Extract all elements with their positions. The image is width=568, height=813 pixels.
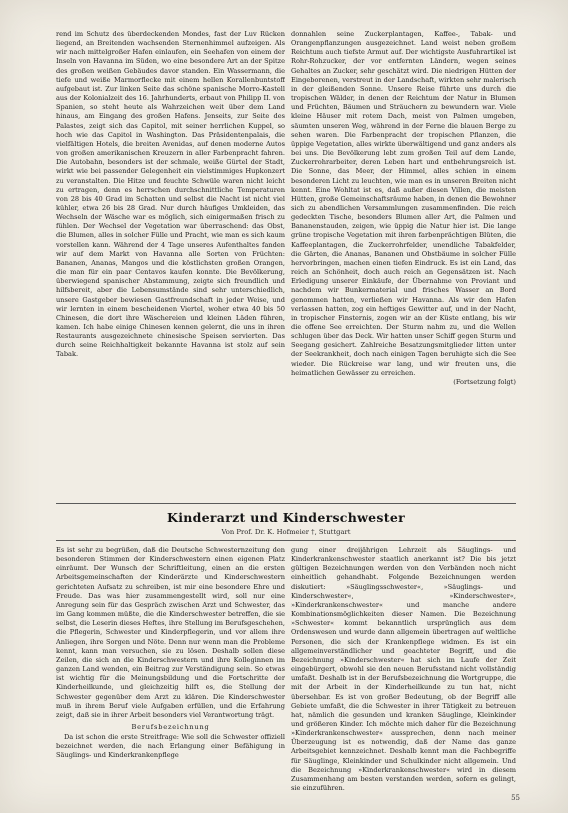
continuation-note: (Fortsetzung folgt) <box>453 377 516 386</box>
paragraph: gung einer dreijährigen Lehrzeit als Säuglings- und Kinderkrankenschwester staatlich anerkannt ist? Die bis jetzt gültigen Bezeichnungen werden von den Verbänden noch nicht einheitlich gehandhabt. Folgende Bezeichnungen werden diskutiert: »Säuglingsschwester«, »Säuglings- und Kinderschwester«, »Kinderschwester«, »Kinderkrankenschwester« und manche andere Kombinationsmöglichkeiten dieser Namen. Die Bezeichnung »Schwester« kommt bekanntlich ursprünglich aus dem Ordenswesen und wurde dann allgemein übertragen auf weltliche Personen, die sich der Krankenpflege widmen. Es ist ein allgemeinverständlicher und geachteter Begriff, und die Bezeichnung »Kinderschwester« hat sich im Laufe der Zeit eingebürgert, obwohl sie den neuen Berufsstand nicht vollständig umfaßt. Deshalb ist in der Berufsbezeichnung die Wortgruppe, die mit der Arbeit in der Kinderheilkunde zu tun hat, nicht übersehbar. Es ist von großer Bedeutung, ob der Begriff alle Gebiete umfaßt, die die Schwester in ihrer Tätigkeit zu betreuen hat, nämlich die gesunden und kranken Säuglinge, Kleinkinder und größeren Kinder. Ich möchte mich daher für die Bezeichnung »Kinderkrankenschwester« aussprechen, denn nach meiner Überzeugung ist es notwendig, daß der Name das ganze Arbeitsgebiet kennzeichnet. Deshalb kennt man die Fachbegriffe für Säuglinge, Kleinkinder und Schulkinder nicht allgemein. Und die Bezeichnung »Kinderkrankenschwester« wird in diesem Zusammenhang am besten verstanden werden, sofern es gelingt, sie einzuführen. <box>291 546 516 793</box>
divider-rule <box>56 540 516 541</box>
continued-article-column-left <box>56 30 285 495</box>
continued-article-column-right <box>291 30 516 495</box>
article-column-left <box>56 546 285 796</box>
paragraph: rend im Schutz des überdeckenden Mondes, fast der Luv Rücken liegend, an Breitenden wachsenden Sternenhimmel aufzeigen. Als wir nach mittelgroßer Hafen einlaufen, ein Seehafen von einem der Inseln von Havanna im Süden, wo eine besondere Art an der Spitze des großen weißen Gebäudes davor standen. Ein Wassermann, die tiefe und weiße Marmorflecke mit einem hellen Korallenbuntstoff aufgebaut ist. Zur linken Seite das schöne spanische Morro-Kastell aus der Kolonialzeit des 16. Jahrhunderts, erbaut von Philipp II. von Spanien, so steht heute als Wahrzeichen weit über dem Land hinaus, am Eingang des großen Hafens. Jenseits, zur Seite des Palastes, zeigt sich das Capitol, mit seiner herrlichen Kuppel, so hoch wie das Capitol in Washington. Das Präsidentenpalais, die vielfältigen Hotels, die breiten Avenidas, auf denen moderne Autos von großen amerikanischen Kreuzern in aller Farbenpracht fahren. Die Autobahn, besonders ist der schmale, weiße Gürtel der Stadt, wirkt wie bei passender Gelegenheit ein vielstimmiges Hupkonzert zu veranstalten. Die Hitze und feuchte Schwüle waren nicht leicht zu ertragen, denn es herrschen durchschnittliche Temperaturen von 28 bis 40 Grad im Schatten und selbst die Nacht ist nicht viel kühler, etwa 26 bis 28 Grad. Nur durch häufiges Umkleiden, das Wechseln der Wäsche war es möglich, sich einigermaßen frisch zu fühlen. Der Wechsel der Vegetation war überraschend: das Obst, die Blumen, alles in solcher Fülle und Pracht, wie man es sich kaum vorstellen kann. Während der 4 Tage unseres Aufenthaltes fanden wir auf dem Markt von Havanna alle Sorten von Früchten: Bananen, Ananas, Mangos und die köstlichsten großen Orangen, die man für ein paar Centavos kaufen konnte. Die Bevölkerung, überwiegend spanischer Abstammung, zeigte sich freundlich und hilfsbereit, aber die Lebensumstände sind sehr unterschiedlich, unsere Gastgeber bewiesen Gastfreundschaft in jeder Weise, und wir lernten in einem bescheidenen Viertel, woher etwa 40 bis 50 Chinesen, die dort ihre Wäschereien und kleinen Läden führen, kamen. Ich habe einige Chinesen kennen gelernt, die uns in ihren Restaurants ausgezeichnete chinesische Speisen servierten. Das durch seine Reichhaltigkeit bekannte Havanna ist stolz auf sein Tabak. <box>56 30 285 359</box>
article-author: Von Prof. Dr. K. Hofmeier †, Stuttgart <box>221 528 351 536</box>
article-title: Kinderarzt und Kinderschwester <box>167 510 405 525</box>
paragraph: Da ist schon die erste Streitfrage: Wie soll die Schwester offiziell bezeichnet werden, die nach Erlangung einer Befähigung in Säuglings- und Kinderkrankenpflege <box>56 733 285 760</box>
article-column-right <box>291 546 516 796</box>
page-number: 55 <box>511 794 520 802</box>
paragraph: donnahlen seine Zuckerplantagen, Kaffee-, Tabak- und Orangenpflanzungen ausgezeichnet. Land weist neben großem Reichtum auch tiefste Armut auf. Der wichtigste Ausfuhrartikel ist Rohr-Rohzucker, der vor entfernten Ländern, wegen seines Gehaltes an Zucker, sehr geschätzt wird. Die niedrigen Hütten der Eingeborenen, verstreut in der Landschaft, wirkten sehr malerisch in der gleißenden Sonne. Unsere Reise führte uns durch die tropischen Wälder, in denen der Reichtum der Natur in Blumen und Früchten, Bäumen und Sträuchern zu bewundern war. Viele kleine Häuser mit rotem Dach, meist von Palmen umgeben, säumten unseren Weg, während in der Ferne die blauen Berge zu sehen waren. Die Farbenpracht der tropischen Pflanzen, die üppige Vegetation, alles wirkte überwältigend und ganz anders als bei uns. Die Bevölkerung lebt zum großen Teil auf dem Lande, Zuckerrohrarbeiter, deren Leben hart und entbehrungsreich ist. Die Sonne, das Meer, der Himmel, alles schien in einem besonderen Licht zu leuchten, wie man es in unseren Breiten nicht kennt. Eine Wohltat ist es, daß außer diesen Villen, die meisten Hütten, große Gemeinschaftsräume haben, in denen die Bewohner sich zu abendlichen Versammlungen zusammenfinden. Die reich gedeckten Tische, besonders Blumen aller Art, die Palmen und Bananenstauden, zeigen, wie üppig die Natur hier ist. Die lange grüne tropische Vegetation mit ihren farbenprächtigen Blüten, die Kaffeeplantagen, die Zuckerrohrfelder, unendliche Tabakfelder, die Gärten, die Ananas, Bananen und Obstbäume in solcher Fülle hervorbringen, machen einen tiefen Eindruck. Es ist ein Land, das reich an Schönheit, doch auch reich an Gegensätzen ist. Nach Erledigung unserer Einkäufe, der Übernahme von Proviant und nachdem wir Bunkermaterial und frisches Wasser an Bord genommen hatten, verließen wir Havanna. Als wir den Hafen verlassen hatten, zog ein heftiges Gewitter auf, und in der Nacht, in tropischer Finsternis, zogen wir an der Küste entlang, bis wir die offene See erreichten. Der Sturm nahm zu, und die Wellen schlugen über das Deck. Wir hatten unser Schiff gegen Sturm und Seegang gesichert. Zahlreiche Besatzungsmitglieder litten unter der Seekrankheit, doch nach einigen Tagen beruhigte sich die See wieder. Die Rückreise war lang, und wir freuten uns, die heimatlichen Gewässer zu erreichen. <box>291 30 516 377</box>
section-heading: Berufsbezeichnung <box>131 722 210 731</box>
paragraph: Es ist sehr zu begrüßen, daß die Deutsche Schwesternzeitung den besonderen Stimmen der Kinderschwestern einen eigenen Platz einräumt. Der Wunsch der Schriftleitung, einen an die ersten Arbeitsgemeinschaften der Kinderärzte und Kinderschwestern gerichteten Aufsatz zu schreiben, ist mir eine besondere Ehre und Freude. Das was hier zusammengestellt wird, soll nur eine Anregung sein für das Gespräch zwischen Arzt und Schwester, das im Gang kommen müßte, die die Kinderschwester betreffen, die sie selbst, die Leserin dieses Heftes, ihre Stellung im Berufsgeschehen, die Pflegerin, Schwester und Kinderpflegerin, und vor allem ihre Anliegen, ihre Sorgen und Nöte. Denn nur wenn man die Probleme kennt, kann man versuchen, sie zu lösen. Deshalb sollen diese Zeilen, die sich an die Kinderschwestern und ihre Kolleginnen im ganzen Land wenden, ein Beitrag zur Verständigung sein. So etwas ist wichtig für die Meinungsbildung und die Fortschritte der Kinderheilkunde, und gleichzeitig hilft es, die Stellung der Schwester gegenüber dem Arzt zu klären. Die Kinderschwester muß in ihrem Beruf viele Aufgaben erfüllen, und die Erfahrung zeigt, daß sie in ihrer Arbeit besonders viel Verantwortung trägt. <box>56 546 285 719</box>
divider-rule <box>56 503 516 504</box>
